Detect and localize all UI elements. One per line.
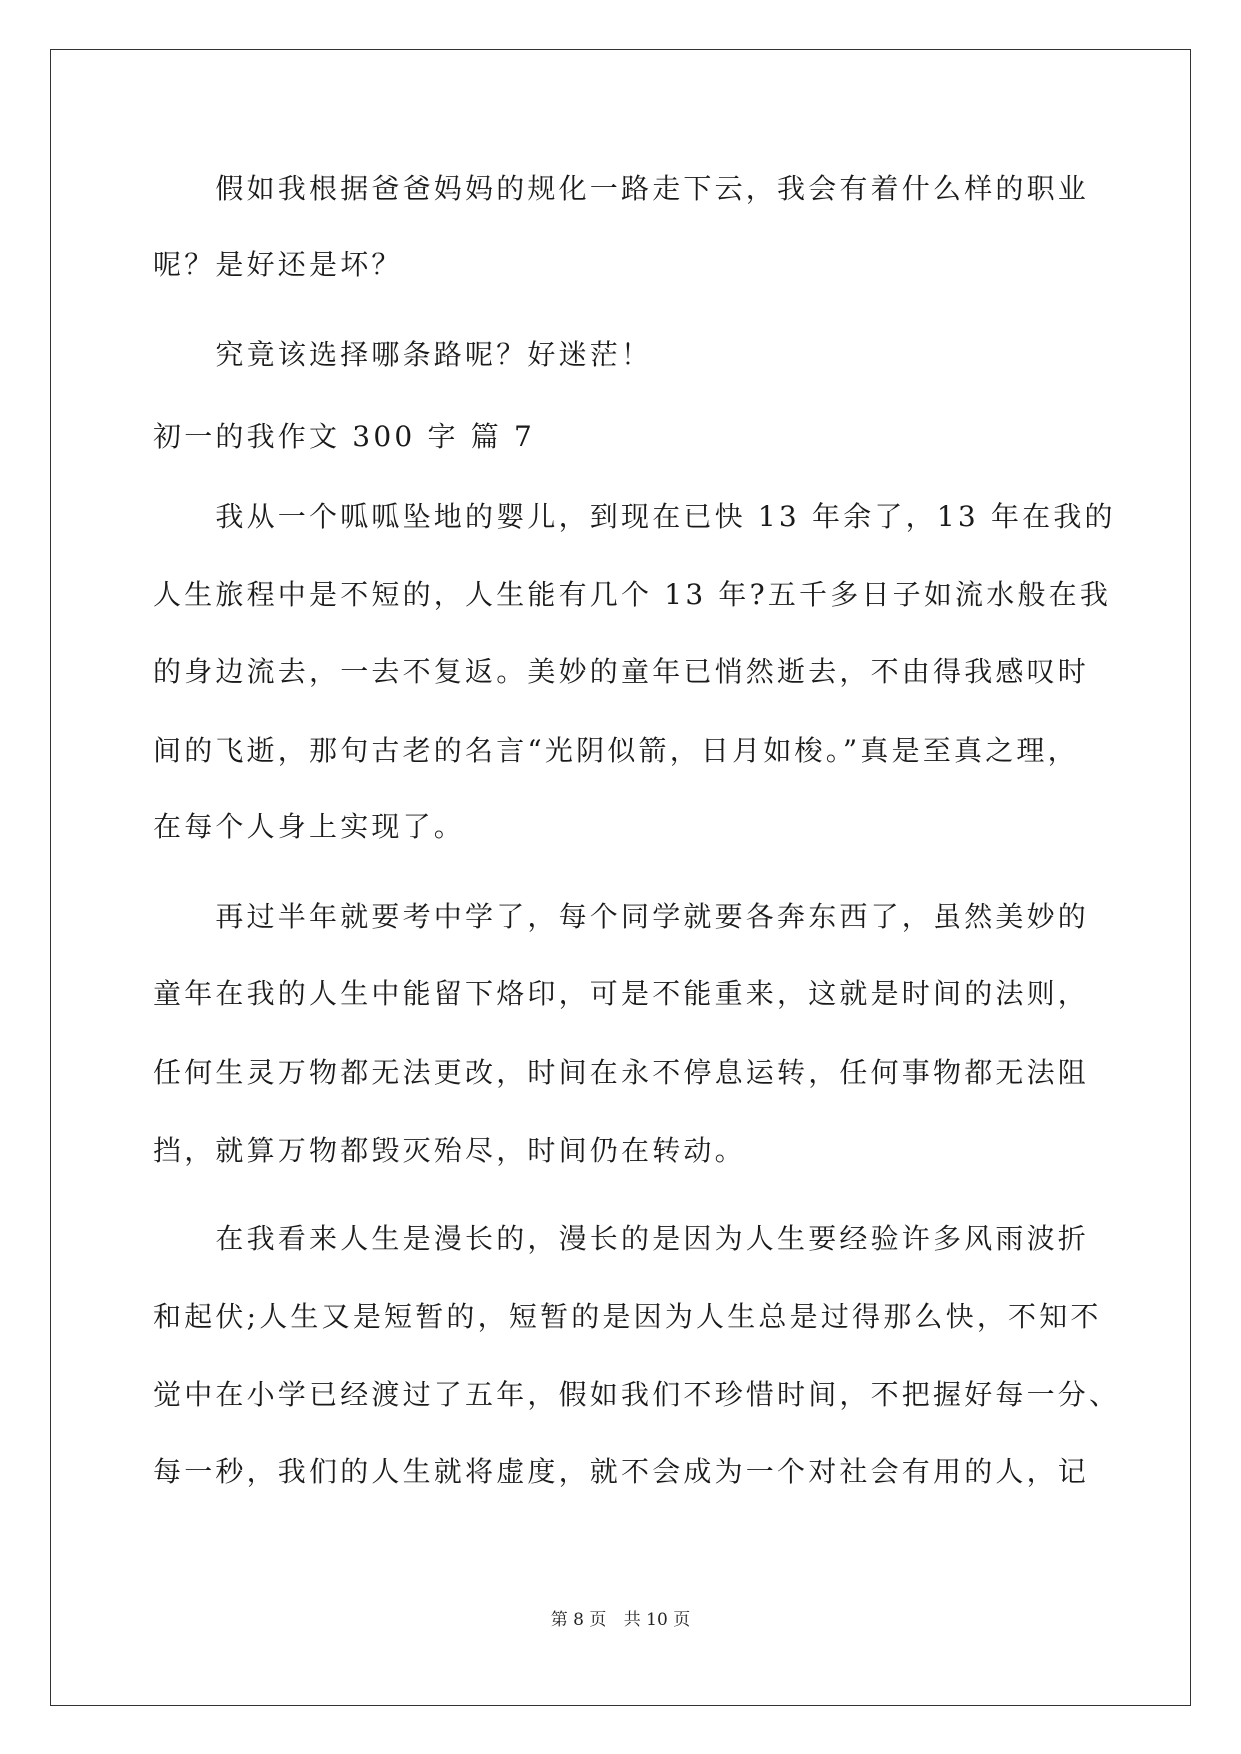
paragraph-line: 呢？是好还是坏？ bbox=[153, 248, 403, 281]
paragraph-line: 再过半年就要考中学了，每个同学就要各奔东西了，虽然美妙的 bbox=[153, 900, 1090, 933]
page-number: 第 8 页 bbox=[550, 1610, 607, 1630]
paragraph-line: 在每个人身上实现了。 bbox=[153, 810, 466, 843]
paragraph-line: 究竟该选择哪条路呢？好迷茫！ bbox=[153, 338, 653, 371]
paragraph-line: 我从一个呱呱坠地的婴儿，到现在已快 13 年余了，13 年在我的 bbox=[153, 500, 1116, 533]
page-total: 共 10 页 bbox=[623, 1610, 691, 1630]
paragraph-line: 的身边流去，一去不复返。美妙的童年已悄然逝去，不由得我感叹时 bbox=[153, 655, 1090, 688]
paragraph-line: 在我看来人生是漫长的，漫长的是因为人生要经验许多风雨波折 bbox=[153, 1222, 1090, 1255]
paragraph-line: 人生旅程中是不短的，人生能有几个 13 年?五千多日子如流水般在我 bbox=[153, 578, 1112, 611]
paragraph-line: 任何生灵万物都无法更改，时间在永不停息运转，任何事物都无法阻 bbox=[153, 1056, 1090, 1089]
page-footer bbox=[0, 1609, 1241, 1631]
paragraph-line: 童年在我的人生中能留下烙印，可是不能重来，这就是时间的法则， bbox=[153, 977, 1090, 1010]
paragraph-line: 间的飞逝，那句古老的名言“光阴似箭，日月如梭。”真是至真之理， bbox=[153, 734, 1079, 767]
section-heading: 初一的我作文 300 字 篇 7 bbox=[153, 420, 536, 453]
paragraph-line: 和起伏;人生又是短暂的，短暂的是因为人生总是过得那么快，不知不 bbox=[153, 1300, 1102, 1333]
paragraph-line: 每一秒，我们的人生就将虚度，就不会成为一个对社会有用的人，记 bbox=[153, 1455, 1090, 1488]
paragraph-line: 觉中在小学已经渡过了五年，假如我们不珍惜时间，不把握好每一分、 bbox=[153, 1378, 1121, 1411]
paragraph-line: 挡，就算万物都毁灭殆尽，时间仍在转动。 bbox=[153, 1134, 746, 1167]
paragraph-line: 假如我根据爸爸妈妈的规化一路走下云，我会有着什么样的职业 bbox=[153, 172, 1090, 205]
